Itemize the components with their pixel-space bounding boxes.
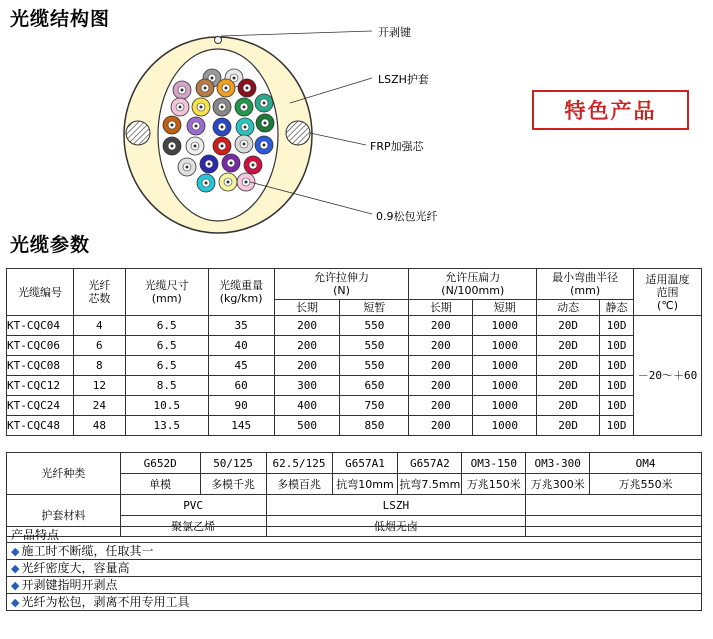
spec-cell-weight: 90 [208,396,274,416]
spec-row [7,356,702,376]
jacket-lszh: LSZH [266,495,526,516]
spec-cell-weight: 60 [208,376,274,396]
spec-cell-t-long: 200 [274,356,340,376]
fiber-code: G657A2 [398,453,462,474]
spec-cell-cores: 12 [73,376,125,396]
callout-sheath: LSZH护套 [378,73,429,86]
spec-cell-size: 10.5 [125,396,208,416]
fiber-code: G652D [120,453,200,474]
fiber-name: 多模千兆 [200,474,266,495]
spec-cell-c-long: 200 [409,396,473,416]
jacket-pvc: PVC [120,495,266,516]
bullet-diamond-icon: ◆ [11,562,20,575]
spec-cell-size: 13.5 [125,416,208,436]
ripcord-dot [215,37,222,44]
spec-cell-b-dyn: 20D [537,336,600,356]
header-size: 光缆尺寸 (mm) [125,269,208,316]
fiber-name: 单模 [120,474,200,495]
spec-cell-t-short: 850 [340,416,409,436]
spec-cell-c-short: 1000 [473,396,537,416]
spec-cell-b-sta: 10D [600,356,634,376]
subheader-tension-short: 短暂 [340,300,409,316]
spec-cell-cores: 4 [73,316,125,336]
spec-cell-model: KT-CQC48 [7,416,74,436]
callout-fiber: 0.9松包光纤 [376,210,438,223]
spec-row [7,376,702,396]
fiber-code: 50/125 [200,453,266,474]
header-cores: 光纤 芯数 [73,269,125,316]
spec-table [6,268,702,436]
spec-cell-c-short: 1000 [473,376,537,396]
feature-item [6,543,702,560]
spec-cell-size: 6.5 [125,316,208,336]
subheader-crush-long: 长期 [409,300,473,316]
spec-cell-cores: 24 [73,396,125,416]
jacket-label: 护套材料 [7,495,121,537]
features-title: 产品特点 [6,526,702,543]
subheader-crush-short: 短期 [473,300,537,316]
fiber-type-label: 光纤种类 [7,453,121,495]
feature-badge: 特色产品 [532,90,689,130]
feature-text: 施工时不断缆，任取其一 [21,544,154,558]
spec-cell-c-long: 200 [409,316,473,336]
header-model: 光缆编号 [7,269,74,316]
structure-title: 光缆结构图 [10,8,111,30]
spec-cell-c-long: 200 [409,336,473,356]
spec-cell-t-long: 300 [274,376,340,396]
header-temp: 适用温度 范围 (℃) [634,269,702,316]
frp-right [286,121,310,145]
spec-cell-model: KT-CQC06 [7,336,74,356]
spec-cell-b-dyn: 20D [537,376,600,396]
spec-row [7,416,702,436]
bullet-diamond-icon: ◆ [11,545,20,558]
spec-cell-t-short: 550 [340,356,409,376]
frp-left [126,121,150,145]
feature-text: 开剥键指明开剥点 [21,578,118,592]
spec-cell-b-sta: 10D [600,396,634,416]
spec-cell-t-short: 750 [340,396,409,416]
spec-cell-b-sta: 10D [600,376,634,396]
spec-cell-c-long: 200 [409,376,473,396]
spec-row [7,336,702,356]
spec-cell-model: KT-CQC04 [7,316,74,336]
bullet-diamond-icon: ◆ [11,579,20,592]
fiber-name: 抗弯7.5mm [398,474,462,495]
feature-text: 光纤为松包，剥离不用专用工具 [21,595,190,609]
spec-cell-t-short: 550 [340,316,409,336]
spec-cell-cores: 48 [73,416,125,436]
spec-cell-t-short: 550 [340,336,409,356]
spec-cell-c-short: 1000 [473,416,537,436]
spec-cell-model: KT-CQC12 [7,376,74,396]
spec-cell-model: KT-CQC24 [7,396,74,416]
header-bend: 最小弯曲半径 (mm) [537,269,634,300]
spec-cell-cores: 6 [73,336,125,356]
spec-cell-t-long: 400 [274,396,340,416]
subheader-bend-static: 静态 [600,300,634,316]
fiber-code-row [7,453,702,474]
header-weight: 光缆重量 (kg/km) [208,269,274,316]
spec-cell-b-dyn: 20D [537,416,600,436]
spec-cell-c-long: 200 [409,416,473,436]
fiber-code: OM3-300 [526,453,590,474]
spec-cell-c-short: 1000 [473,356,537,376]
feature-item [6,594,702,611]
fiber-name: 多模百兆 [266,474,332,495]
spec-cell-b-sta: 10D [600,316,634,336]
fiber-name: 万兆150米 [462,474,526,495]
fiber-name: 万兆550米 [590,474,702,495]
fiber-name: 万兆300米 [526,474,590,495]
spec-cell-weight: 40 [208,336,274,356]
fiber-code: G657A1 [332,453,398,474]
jacket-pvc-name: 聚氯乙烯 [120,516,266,537]
fiber-code: OM3-150 [462,453,526,474]
jacket-code-row [7,495,702,516]
feature-text: 光纤密度大，容量高 [21,561,130,575]
spec-cell-b-sta: 10D [600,416,634,436]
header-tension: 允许拉伸力 (N) [274,269,409,300]
spec-cell-model: KT-CQC08 [7,356,74,376]
callout-ripcord: 开剥键 [378,26,411,39]
feature-item [6,577,702,594]
subheader-tension-long: 长期 [274,300,340,316]
fiber-code: OM4 [590,453,702,474]
spec-cell-b-dyn: 20D [537,356,600,376]
spec-cell-size: 6.5 [125,356,208,376]
spec-cell-cores: 8 [73,356,125,376]
spec-cell-weight: 145 [208,416,274,436]
spec-cell-b-sta: 10D [600,336,634,356]
fiber-code: 62.5/125 [266,453,332,474]
params-title: 光缆参数 [10,234,91,256]
spec-cell-c-short: 1000 [473,336,537,356]
spec-cell-size: 8.5 [125,376,208,396]
callout-frp: FRP加强芯 [370,140,424,153]
spec-cell-weight: 45 [208,356,274,376]
spec-cell-t-long: 500 [274,416,340,436]
spec-cell-t-short: 650 [340,376,409,396]
jacket-empty [526,495,702,516]
spec-cell-t-long: 200 [274,336,340,356]
jacket-lszh-name: 低烟无卤 [266,516,526,537]
header-crush: 允许压扁力 (N/100mm) [409,269,537,300]
fiber-jacket-table [6,452,702,537]
spec-cell-weight: 35 [208,316,274,336]
cable-cross-section-diagram [0,0,713,265]
fiber-name: 抗弯10mm [332,474,398,495]
spec-cell-size: 6.5 [125,336,208,356]
spec-row [7,396,702,416]
spec-cell-b-dyn: 20D [537,316,600,336]
spec-cell-t-long: 200 [274,316,340,336]
subheader-bend-dynamic: 动态 [537,300,600,316]
spec-row [7,316,702,336]
spec-cell-c-long: 200 [409,356,473,376]
spec-cell-b-dyn: 20D [537,396,600,416]
spec-cell-c-short: 1000 [473,316,537,336]
bullet-diamond-icon: ◆ [11,596,20,609]
temp-range-cell: －20～＋60 [634,316,702,436]
feature-item [6,560,702,577]
